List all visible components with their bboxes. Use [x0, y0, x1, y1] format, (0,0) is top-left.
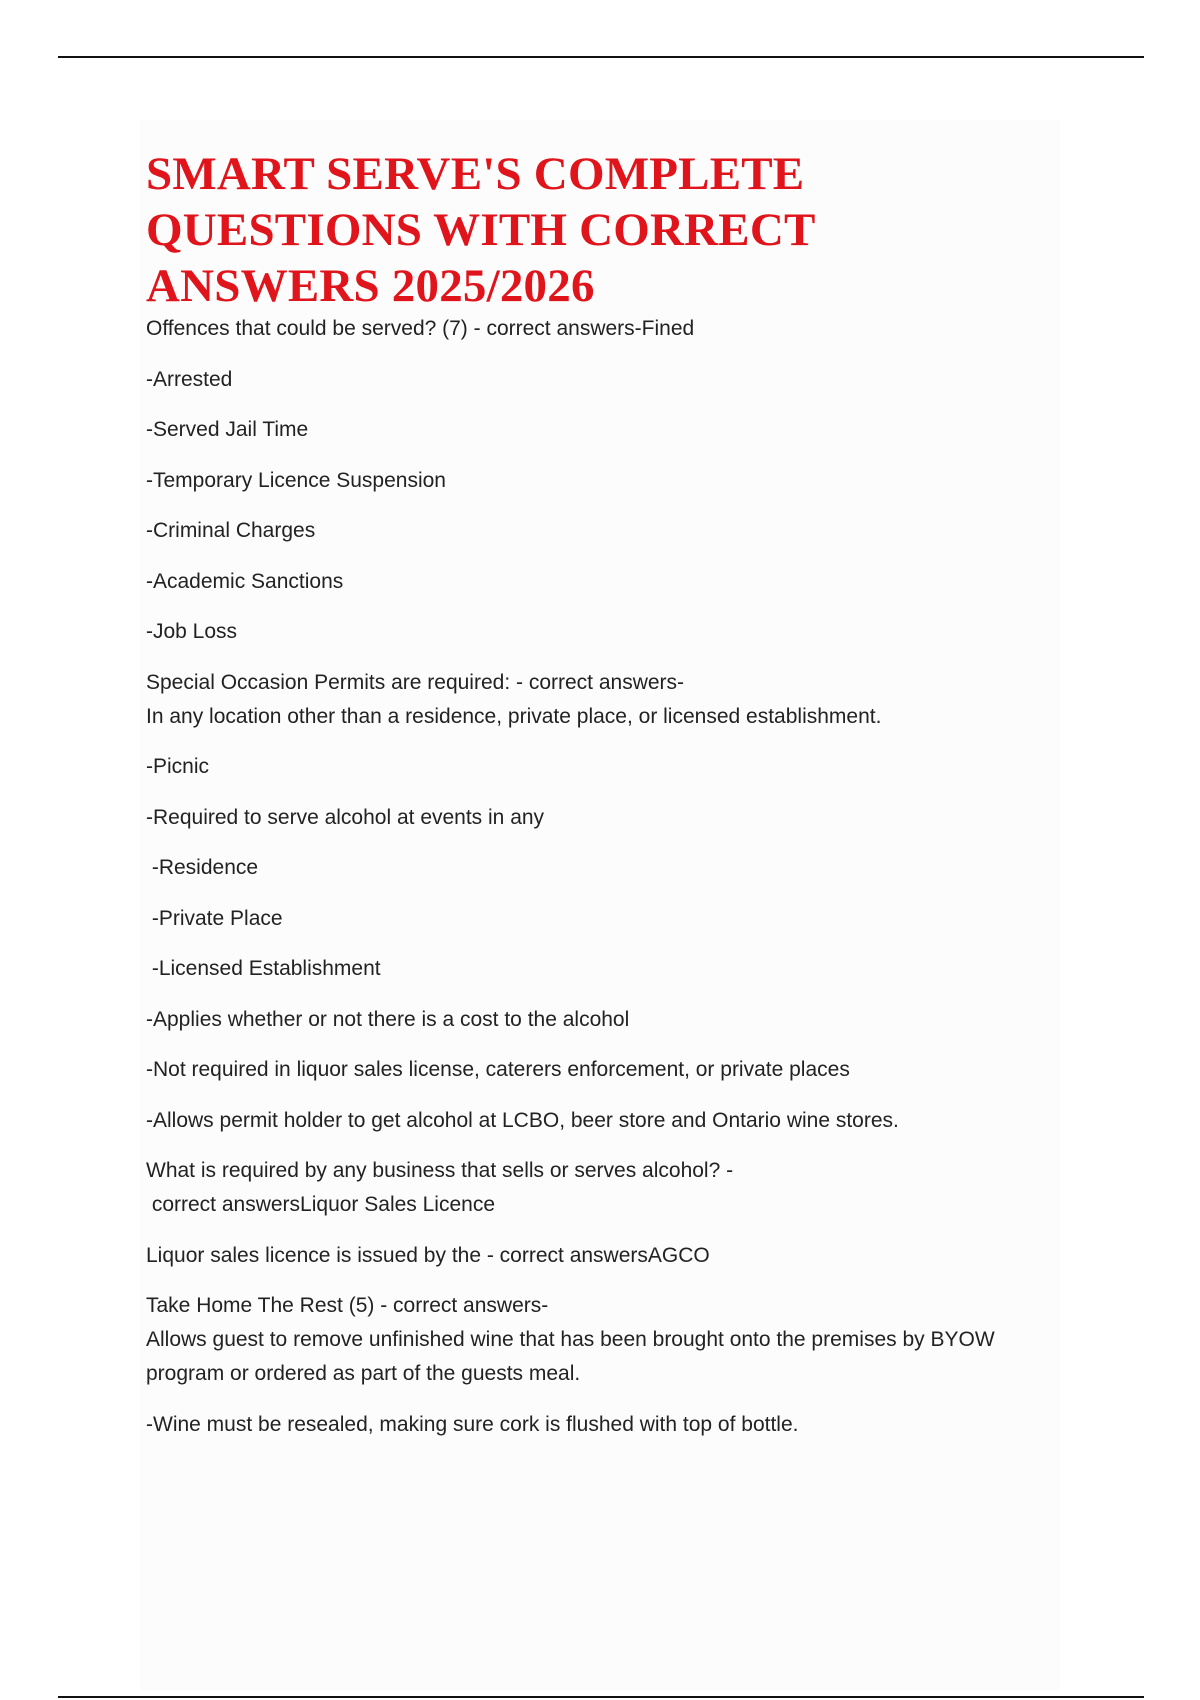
answer-item: -Licensed Establishment	[146, 957, 381, 980]
question-text: Take Home The Rest (5) - correct answers-	[146, 1294, 549, 1317]
question-text: Liquor sales licence is issued by the - correct answersAGCO	[146, 1243, 710, 1267]
document-content	[146, 312, 1076, 1442]
answer-item: -Academic Sanctions	[146, 569, 344, 593]
answer-text: Allows guest to remove unfinished wine that has been brought onto the premises by BYOW	[146, 1328, 995, 1351]
answer-item: -Job Loss	[146, 620, 238, 643]
bottom-rule	[58, 1696, 1144, 1698]
answer-item: -Private Place	[146, 906, 283, 930]
answer-text: program or ordered as part of the guests meal.	[146, 1362, 581, 1385]
answer-item: -Allows permit holder to get alcohol at LCBO, beer store and Ontario wine stores.	[146, 1108, 899, 1132]
answer-item: -Arrested	[146, 367, 233, 391]
answer-item: -Residence	[146, 856, 259, 879]
answer-item: -Temporary Licence Suspension	[146, 468, 446, 492]
title-line: ANSWERS 2025/2026	[146, 260, 595, 312]
answer-text: correct answersLiquor Sales Licence	[146, 1193, 496, 1216]
question-text: Special Occasion Permits are required: - correct answers-	[146, 670, 685, 694]
answer-item: -Not required in liquor sales license, caterers enforcement, or private places	[146, 1058, 850, 1081]
title-line: SMART SERVE'S COMPLETE	[146, 148, 805, 200]
document-title	[146, 146, 1046, 314]
answer-item: -Picnic	[146, 755, 210, 778]
title-line: QUESTIONS WITH CORRECT	[146, 204, 816, 256]
answer-item: -Criminal Charges	[146, 519, 316, 542]
question-text: What is required by any business that sells or serves alcohol? -	[146, 1159, 734, 1182]
answer-item: -Served Jail Time	[146, 418, 309, 441]
top-rule	[58, 56, 1144, 58]
answer-item: -Wine must be resealed, making sure cork is flushed with top of bottle.	[146, 1412, 799, 1436]
answer-text: In any location other than a residence, private place, or licensed establishment.	[146, 704, 882, 728]
answer-item: -Required to serve alcohol at events in any	[146, 805, 545, 829]
question-text: Offences that could be served? (7) - correct answers-Fined	[146, 317, 695, 340]
answer-item: -Applies whether or not there is a cost to the alcohol	[146, 1007, 630, 1031]
